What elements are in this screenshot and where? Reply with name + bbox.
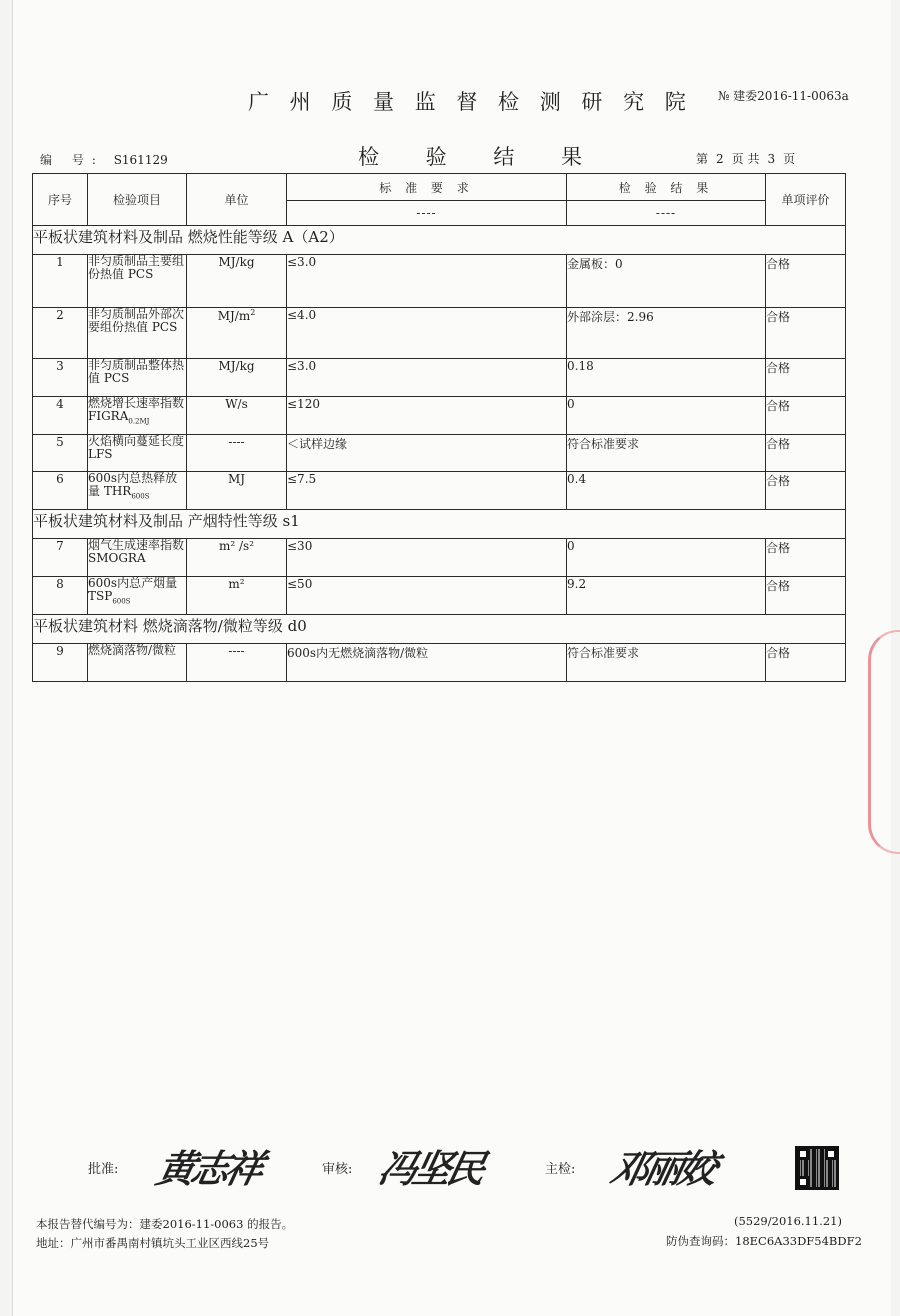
row-result: 0.4 xyxy=(567,472,766,510)
row-result: 金属板：0 xyxy=(567,255,766,308)
row-standard: ≤4.0 xyxy=(287,308,567,359)
table-row xyxy=(33,472,846,510)
row-evaluation: 合格 xyxy=(766,472,846,510)
row-standard: ≤50 xyxy=(287,577,567,615)
row-standard: ＜试样边缘 xyxy=(287,435,567,472)
inspect-signature: 邓丽姣 xyxy=(606,1146,719,1191)
header-evaluation: 单项评价 xyxy=(766,174,846,226)
item-text: 600s内总热释放量 THR xyxy=(88,471,178,498)
header-no: 序号 xyxy=(33,174,88,226)
page-total: 3 xyxy=(767,152,776,166)
review-label: 审核: xyxy=(322,1162,353,1177)
row-item: 非匀质制品主要组份热值 PCS xyxy=(88,255,187,308)
row-evaluation: 合格 xyxy=(766,577,846,615)
anti-fake-code: 防伪查询码：18EC6A33DF54BDF2 xyxy=(666,1234,862,1248)
row-result: 符合标准要求 xyxy=(567,644,766,682)
row-evaluation: 合格 xyxy=(766,435,846,472)
row-unit: W/s xyxy=(187,397,287,435)
table-row xyxy=(33,359,846,397)
unit-text: MJ/m xyxy=(217,309,251,323)
code-date: (5529/2016.11.21) xyxy=(734,1214,842,1228)
replaces-note: 本报告替代编号为：建委2016-11-0063 的报告。 xyxy=(36,1217,294,1231)
table-row xyxy=(33,435,846,472)
row-no: 6 xyxy=(33,472,88,510)
row-no: 1 xyxy=(33,255,88,308)
page-prefix: 第 xyxy=(696,152,709,166)
row-result: 符合标准要求 xyxy=(567,435,766,472)
row-unit: ---- xyxy=(187,435,287,472)
qr-code-icon xyxy=(795,1146,839,1190)
table-row xyxy=(33,397,846,435)
item-text: 燃烧增长速率指数 FIGRA xyxy=(88,396,185,423)
row-item xyxy=(88,397,187,435)
row-no: 2 xyxy=(33,308,88,359)
page-mid: 页 共 xyxy=(731,152,760,166)
red-seal-stamp xyxy=(868,630,900,854)
row-no: 9 xyxy=(33,644,88,682)
row-item: 火焰横向蔓延长度 LFS xyxy=(88,435,187,472)
table-row xyxy=(33,255,846,308)
row-evaluation: 合格 xyxy=(766,644,846,682)
row-evaluation: 合格 xyxy=(766,308,846,359)
row-standard: 600s内无燃烧滴落物/微粒 xyxy=(287,644,567,682)
page-title: 检 验 结 果 xyxy=(358,145,603,169)
item-subscript: 600S xyxy=(112,597,131,606)
table-row xyxy=(33,577,846,615)
header-unit: 单位 xyxy=(187,174,287,226)
page-current: 2 xyxy=(716,152,724,166)
serial-value: S161129 xyxy=(113,153,168,167)
row-evaluation: 合格 xyxy=(766,397,846,435)
report-number: № 建委2016-11-0063a xyxy=(718,89,849,103)
serial-number xyxy=(40,151,168,168)
section-title: 平板状建筑材料 燃烧滴落物/微粒等级 d0 xyxy=(33,615,846,644)
row-result: 外部涂层：2.96 xyxy=(567,308,766,359)
header-standard-sub: ---- xyxy=(287,201,567,226)
header-item: 检验项目 xyxy=(88,174,187,226)
row-item xyxy=(88,577,187,615)
row-standard: ≤120 xyxy=(287,397,567,435)
header-result-sub: ---- xyxy=(567,201,766,226)
row-evaluation: 合格 xyxy=(766,255,846,308)
table-row xyxy=(33,308,846,359)
row-unit: m² xyxy=(187,577,287,615)
row-standard: ≤3.0 xyxy=(287,255,567,308)
row-item: 非匀质制品外部次要组份热值 PCS xyxy=(88,308,187,359)
row-result: 0 xyxy=(567,397,766,435)
row-no: 7 xyxy=(33,539,88,577)
item-subscript: 0.2MJ xyxy=(128,417,150,426)
header-standard: 标 准 要 求 xyxy=(287,174,567,201)
row-unit xyxy=(187,308,287,359)
row-unit: MJ xyxy=(187,472,287,510)
item-subscript: 600S xyxy=(131,492,150,501)
table-row xyxy=(33,539,846,577)
row-result: 0.18 xyxy=(567,359,766,397)
row-standard: ≤3.0 xyxy=(287,359,567,397)
row-standard: ≤30 xyxy=(287,539,567,577)
approve-signature: 黄志祥 xyxy=(152,1146,265,1191)
row-no: 4 xyxy=(33,397,88,435)
table-row xyxy=(33,644,846,682)
review-signature: 冯坚民 xyxy=(374,1146,487,1191)
unit-superscript: 2 xyxy=(250,308,256,317)
row-evaluation: 合格 xyxy=(766,359,846,397)
results-table xyxy=(32,173,846,682)
row-standard: ≤7.5 xyxy=(287,472,567,510)
serial-label: 编 号: xyxy=(40,153,104,167)
row-no: 5 xyxy=(33,435,88,472)
row-evaluation: 合格 xyxy=(766,539,846,577)
address: 地址：广州市番禺南村镇坑头工业区西线25号 xyxy=(36,1236,270,1250)
item-text: 600s内总产烟量 TSP xyxy=(88,576,178,603)
inspect-label: 主检: xyxy=(545,1162,576,1177)
row-unit: MJ/kg xyxy=(187,359,287,397)
row-unit: MJ/kg xyxy=(187,255,287,308)
row-result: 9.2 xyxy=(567,577,766,615)
section-title: 平板状建筑材料及制品 燃烧性能等级 A（A2） xyxy=(33,226,846,255)
header-result: 检 验 结 果 xyxy=(567,174,766,201)
row-item xyxy=(88,472,187,510)
row-item: 非匀质制品整体热值 PCS xyxy=(88,359,187,397)
row-unit: m² /s² xyxy=(187,539,287,577)
section-title: 平板状建筑材料及制品 产烟特性等级 s1 xyxy=(33,510,846,539)
institute-name: 广 州 质 量 监 督 检 测 研 究 院 xyxy=(248,90,693,114)
row-unit: ---- xyxy=(187,644,287,682)
row-item: 烟气生成速率指数 SMOGRA xyxy=(88,539,187,577)
page-indicator xyxy=(692,150,799,167)
approve-label: 批准: xyxy=(88,1162,119,1177)
row-item: 燃烧滴落物/微粒 xyxy=(88,644,187,682)
row-result: 0 xyxy=(567,539,766,577)
row-no: 3 xyxy=(33,359,88,397)
page-suffix: 页 xyxy=(783,152,796,166)
row-no: 8 xyxy=(33,577,88,615)
